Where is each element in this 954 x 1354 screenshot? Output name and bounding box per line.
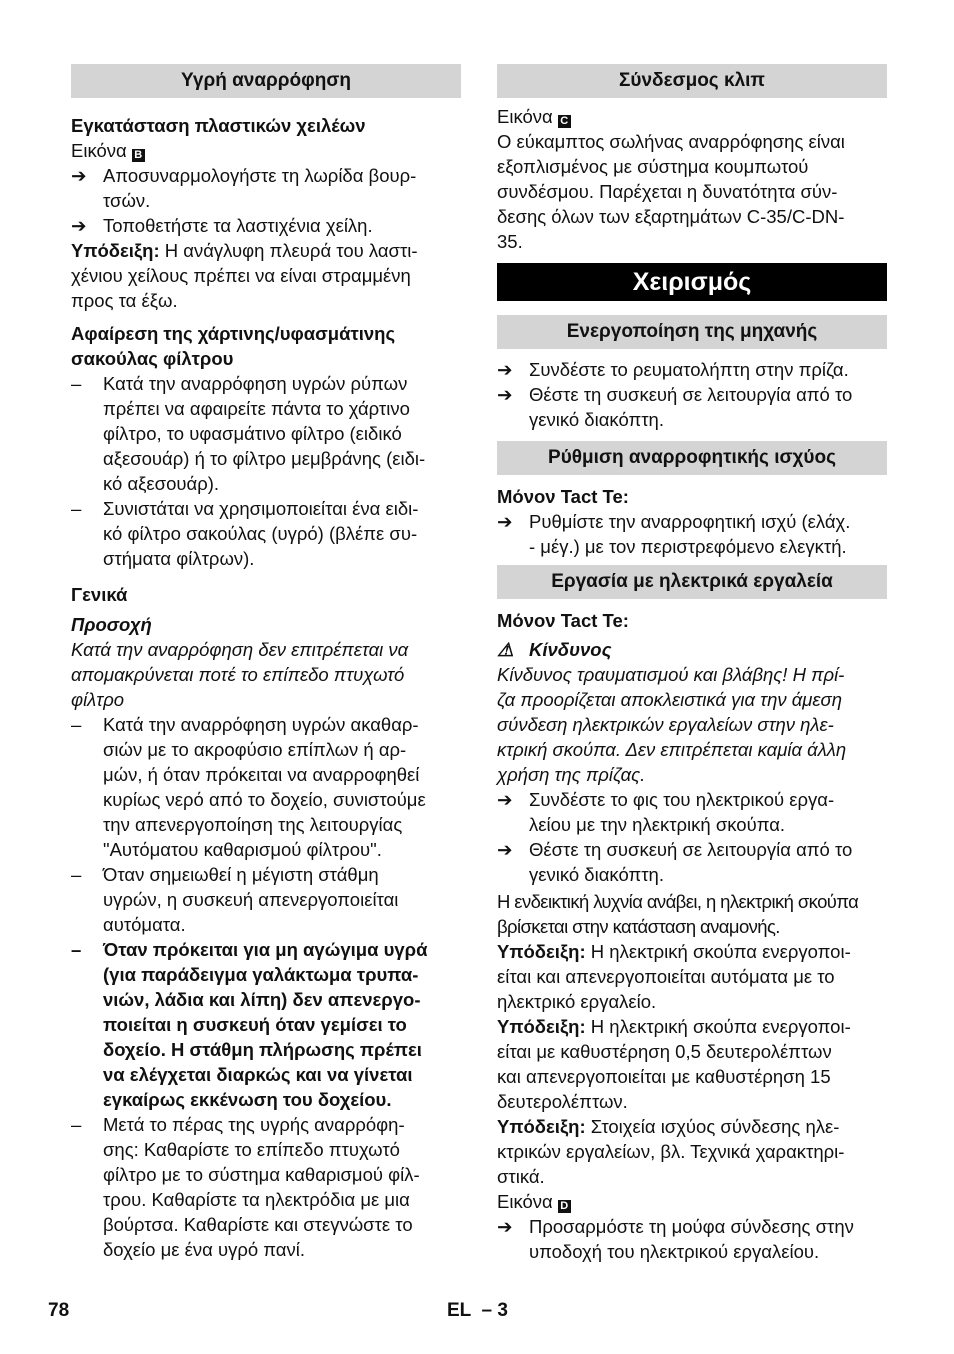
clip-text: Ο εύκαμπτος σωλήνας αναρρόφησης είναι εξοπλισμένος με σύστημα κουμπωτού συνδέσμου. Παρέχεται η δυνατότητα σύν- δεσης όλων των εξαρτημάτων C-35/C-DN- 35. xyxy=(497,131,845,252)
figure-c-icon: C xyxy=(558,115,571,128)
dash-icon: – xyxy=(71,864,82,885)
list-item: ➔ Προσαρμόστε τη μούφα σύνδεσης στην υποδοχή του ηλεκτρικού εργαλείου. xyxy=(497,1216,854,1262)
page-number: 78 xyxy=(48,1300,70,1321)
right-column xyxy=(497,64,887,1264)
note-line: δευτερολέπτων. xyxy=(497,1091,628,1112)
note-line: προς τα έξω. xyxy=(71,290,178,311)
list-item: ➔ Ρυθμίστε την αναρροφητική ισχύ (ελάχ. - μέγ.) με τον περιστρεφόμενο ελεγκτή. xyxy=(497,511,851,557)
tools-heading: Εργασία με ηλεκτρικά εργαλεία xyxy=(497,565,887,599)
dash-icon: – xyxy=(71,498,82,519)
figure-d-icon: D xyxy=(558,1200,571,1213)
caution-text: Κατά την αναρρόφηση δεν επιτρέπεται να απομακρύνεται ποτέ το επίπεδο πτυχωτό φίλτρο xyxy=(71,639,409,710)
only-tact-label: Μόνον Tact Te: xyxy=(497,486,629,507)
only-tact-label-2: Μόνον Tact Te: xyxy=(497,610,629,631)
power-heading: Ρύθμιση αναρροφητικής ισχύος xyxy=(497,441,887,475)
lips-heading: Εγκατάσταση πλαστικών χειλέων xyxy=(71,115,366,136)
arrow-icon: ➔ xyxy=(497,839,513,860)
figure-ref-d: Εικόνα D xyxy=(497,1189,887,1214)
list-item: ➔ Συνδέστε το ρευματολήπτη στην πρίζα. xyxy=(497,359,849,380)
dash-icon: – xyxy=(71,939,82,960)
arrow-icon: ➔ xyxy=(497,384,513,405)
danger-text: Κίνδυνος τραυματισμού και βλάβης! Η πρί- ζα προορίζεται αποκλειστικά για την άμεση σύνδεση ηλεκτρικών εργαλείων στην ηλε- κτρική σκούπα. Δεν επιτρέπεται καμία άλλη χρήση της πρίζας. xyxy=(497,664,847,785)
note-line: χένιου χείλους πρέπει να είναι στραμμένη xyxy=(71,265,411,286)
note-line: στικά. xyxy=(497,1166,545,1187)
list-item: ➔ Συνδέστε το φις του ηλεκτρικού εργα- λείου με την ηλεκτρική σκούπα. xyxy=(497,789,835,835)
figure-ref-b: Εικόνα B xyxy=(71,138,461,163)
list-item: – Κατά την αναρρόφηση υγρών ρύπων πρέπει να αφαιρείτε πάντα το χάρτινο φίλτρο, το υφασμάτινο φίλτρο (ειδικό αξεσουάρ) ή το φίλτρο μεμβράνης (ειδι- κό αξεσουάρ). xyxy=(71,373,426,494)
activate-heading: Ενεργοποίηση της μηχανής xyxy=(497,315,887,349)
remove-heading: Αφαίρεση της χάρτινης/υφασμάτινης xyxy=(71,323,396,344)
indicator-text-2: βρίσκεται στην κατάσταση αναμονής. xyxy=(497,916,780,937)
danger-label: ⚠ Κίνδυνος xyxy=(497,639,612,660)
note-line: και απενεργοποιείται με καθυστέρηση 15 xyxy=(497,1066,831,1087)
figure-ref-c: Εικόνα C xyxy=(497,104,887,129)
note-line: είται και απενεργοποιείται αυτόματα με το xyxy=(497,966,835,987)
list-item: – Κατά την αναρρόφηση υγρών ακαθαρ- σιών με το ακροφύσιο επίπλων ή αρ- μών, ή όταν πρόκειται να αναρροφηθεί κυρίως νερό από το δοχείο, συνιστούμε την απενεργοποίηση της λειτουργίας "Αυτόματου καθαρισμού φίλτρου". xyxy=(71,714,426,860)
arrow-icon: ➔ xyxy=(497,511,513,532)
left-column xyxy=(71,64,461,1262)
footer-section: EL – 3 xyxy=(447,1300,508,1321)
operation-heading: Χειρισμός xyxy=(497,263,887,301)
remove-heading-2: σακούλας φίλτρου xyxy=(71,348,234,369)
figure-b-icon: B xyxy=(132,149,145,162)
arrow-icon: ➔ xyxy=(497,359,513,380)
warning-icon: ⚠ xyxy=(497,639,514,660)
list-item: ➔ Τοποθετήστε τα λαστιχένια χείλη. xyxy=(71,215,373,236)
list-item: ➔ Αποσυναρμολογήστε τη λωρίδα βουρ- τσών. xyxy=(71,165,417,211)
note-line: κτρικών εργαλείων, βλ. Τεχνικά χαρακτηρι- xyxy=(497,1141,845,1162)
wet-suction-heading: Υγρή αναρρόφηση xyxy=(71,64,461,98)
arrow-icon: ➔ xyxy=(71,215,87,236)
list-item: – Μετά το πέρας της υγρής αναρρόφη- σης: Καθαρίστε το επίπεδο πτυχωτό φίλτρο με το σύστημα καθαρισμού φίλ- τρου. Καθαρίστε τα ηλεκτρόδια με μια βούρτσα. Καθαρίστε και στεγνώστε το δοχείο με ένα υγρό πανί. xyxy=(71,1114,420,1260)
arrow-icon: ➔ xyxy=(497,789,513,810)
list-item: ➔ Θέστε τη συσκευή σε λειτουργία από το γενικό διακόπτη. xyxy=(497,839,853,885)
clip-heading: Σύνδεσμος κλιπ xyxy=(497,64,887,98)
dash-icon: – xyxy=(71,1114,82,1135)
note-line: είται με καθυστέρηση 0,5 δευτερολέπτων xyxy=(497,1041,832,1062)
note-2: Υπόδειξη: Η ηλεκτρική σκούπα ενεργοποι- xyxy=(497,1016,851,1037)
dash-icon: – xyxy=(71,373,82,394)
caution-label: Προσοχή xyxy=(71,614,152,635)
arrow-icon: ➔ xyxy=(497,1216,513,1237)
list-item: – Όταν σημειωθεί η μέγιστη στάθμη υγρών, η συσκευή απενεργοποιείται αυτόματα. xyxy=(71,864,399,935)
note-line: ηλεκτρικό εργαλείο. xyxy=(497,991,657,1012)
list-item: – Συνιστάται να χρησιμοποιείται ένα ειδι- κό φίλτρο σακούλας (υγρό) (βλέπε συ- στήματα φίλτρων). xyxy=(71,498,419,569)
note-3: Υπόδειξη: Στοιχεία ισχύος σύνδεσης ηλε- xyxy=(497,1116,840,1137)
general-heading: Γενικά xyxy=(71,584,128,605)
indicator-text: Η ενδεικτική λυχνία ανάβει, η ηλεκτρική σκούπα xyxy=(497,891,859,912)
list-item: ➔ Θέστε τη συσκευή σε λειτουργία από το γενικό διακόπτη. xyxy=(497,384,853,430)
note: Υπόδειξη: Η ανάγλυφη πλευρά του λαστι- xyxy=(71,240,418,261)
note-1: Υπόδειξη: Η ηλεκτρική σκούπα ενεργοποι- xyxy=(497,941,851,962)
arrow-icon: ➔ xyxy=(71,165,87,186)
dash-icon: – xyxy=(71,714,82,735)
list-item: – Όταν πρόκειται για μη αγώγιμα υγρά (για παράδειγμα γαλάκτωμα τρυπα- νιών, λάδια και λίπη) δεν απενεργο- ποιείται η συσκευή όταν γεμίσει το δοχείο. Η στάθμη πλήρωσης πρέπει να ελέγχεται διαρκώς και να γίνεται εγκαίρως εκκένωση του δοχείου. xyxy=(71,939,428,1110)
